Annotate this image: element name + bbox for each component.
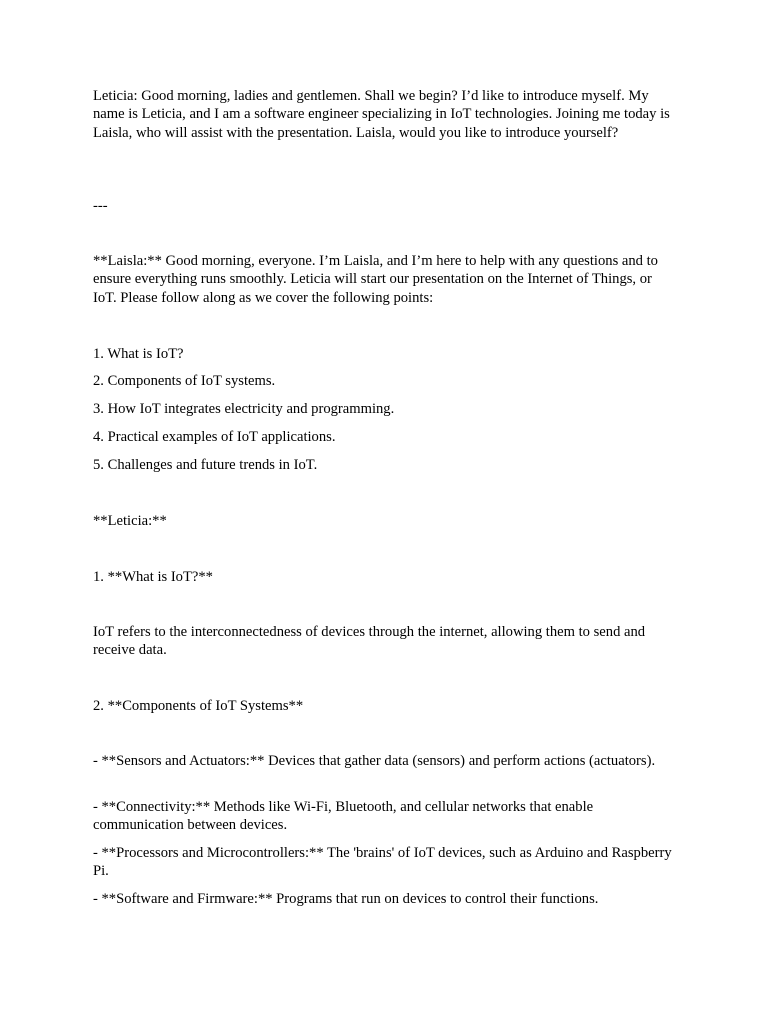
agenda-item: 5. Challenges and future trends in IoT.	[93, 457, 318, 473]
component-item: - **Software and Firmware:** Programs that run on devices to control their functions.	[93, 891, 599, 907]
separator-line: ---	[93, 198, 108, 214]
speaker-label-leticia: **Leticia:**	[93, 513, 167, 529]
section-2-heading: 2. **Components of IoT Systems**	[93, 698, 304, 714]
component-item: - **Processors and Microcontrollers:** The 'brains' of IoT devices, such as Arduino and Raspberry Pi.	[93, 845, 672, 880]
component-item: - **Sensors and Actuators:** Devices that gather data (sensors) and perform actions (actuators).	[93, 753, 656, 769]
section-1-body: IoT refers to the interconnectedness of devices through the internet, allowing them to send and receive data.	[93, 624, 646, 659]
agenda-item: 3. How IoT integrates electricity and programming.	[93, 401, 395, 417]
laisla-intro-paragraph: **Laisla:** Good morning, everyone. I’m Laisla, and I’m here to help with any questions and to ensure everything runs smoothly. Leticia will start our presentation on the Internet of Things, or IoT. Please follow along as we cover the following points:	[93, 253, 658, 306]
section-1-heading: 1. **What is IoT?**	[93, 569, 213, 585]
agenda-item: 2. Components of IoT systems.	[93, 373, 276, 389]
intro-paragraph: Leticia: Good morning, ladies and gentlemen. Shall we begin? I’d like to introduce myself. My name is Leticia, and I am a software engineer specializing in IoT technologies. Joining me today is Laisla, who will assist with the presentation. Laisla, would you like to introduce yourself?	[93, 88, 670, 141]
agenda-item: 4. Practical examples of IoT applications.	[93, 429, 336, 445]
agenda-item: 1. What is IoT?	[93, 346, 184, 362]
component-item: - **Connectivity:** Methods like Wi-Fi, Bluetooth, and cellular networks that enable communication between devices.	[93, 799, 594, 834]
